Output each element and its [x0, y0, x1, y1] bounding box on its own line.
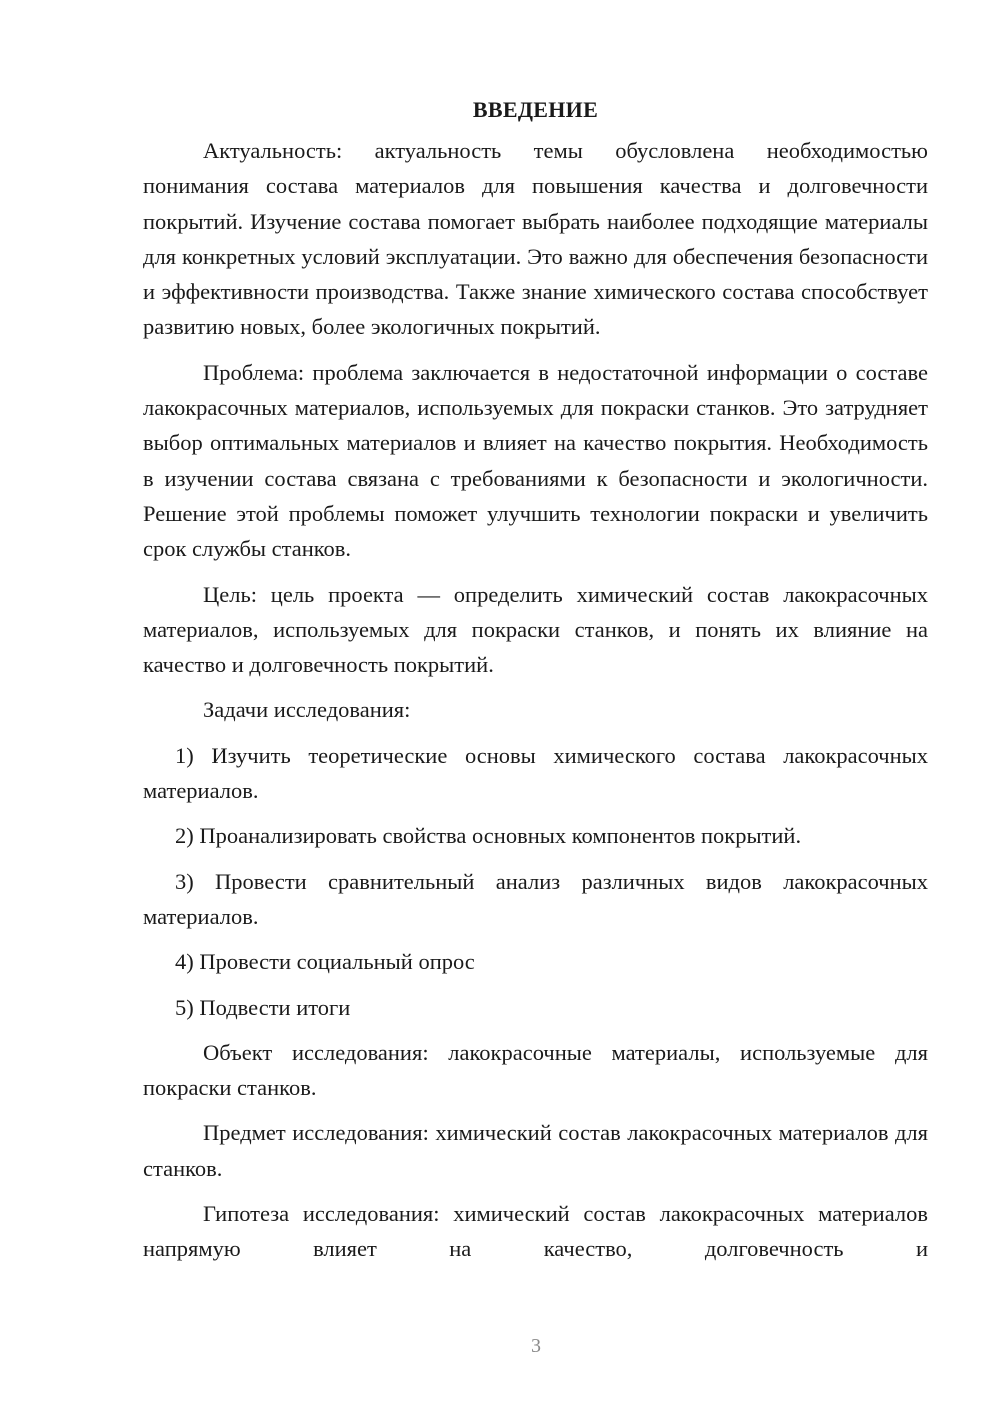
paragraph-subject: Предмет исследования: химический состав лакокрасочных материалов для станков. [143, 1120, 928, 1181]
task-item-5: 5) Подвести итоги [175, 994, 351, 1020]
paragraph-relevance: Актуальность: актуальность темы обусловлена необходимостью понимания состава материалов для повышения качества и долговечности покрытий. Изучение состава помогает выбрать наиболее подходящие материалы для конкретных условий эксплуатации. Это важно для обеспечения безопасности и эффективности производства. Также знание химического состава способствует развитию новых, более экологичных покрытий. [143, 138, 928, 340]
paragraph-problem: Проблема: проблема заключается в недостаточной информации о составе лакокрасочных материалов, используемых для покраски станков. Это затрудняет выбор оптимальных материалов и влияет на качество покрытия. Необходимость в изучении состава связана с требованиями к безопасности и экологичности. Решение этой проблемы поможет улучшить технологии покраски и увеличить срок службы станков. [143, 359, 928, 562]
paragraph-goal: Цель: цель проекта — определить химический состав лакокрасочных материалов, используемых для покраски станков, и понять их влияние на качество и долговечность покрытий. [143, 581, 928, 678]
task-item-1: 1) Изучить теоретические основы химического состава лакокрасочных материалов. [143, 742, 928, 804]
paragraph-tasks-title: Задачи исследования: [203, 697, 411, 723]
paragraph-hypothesis: Гипотеза исследования: химический состав лакокрасочных материалов напрямую влияет на качество, долговечность и [143, 1201, 928, 1262]
task-item-2: 2) Проанализировать свойства основных компонентов покрытий. [175, 823, 802, 849]
paragraph-object: Объект исследования: лакокрасочные материалы, используемые для покраски станков. [143, 1039, 928, 1101]
task-item-4: 4) Провести социальный опрос [175, 949, 475, 975]
section-heading: ВВЕДЕНИЕ [472, 97, 599, 122]
page-number: 3 [531, 1335, 541, 1357]
page-content [143, 92, 928, 1267]
task-item-3: 3) Провести сравнительный анализ различных видов лакокрасочных материалов. [143, 868, 928, 929]
